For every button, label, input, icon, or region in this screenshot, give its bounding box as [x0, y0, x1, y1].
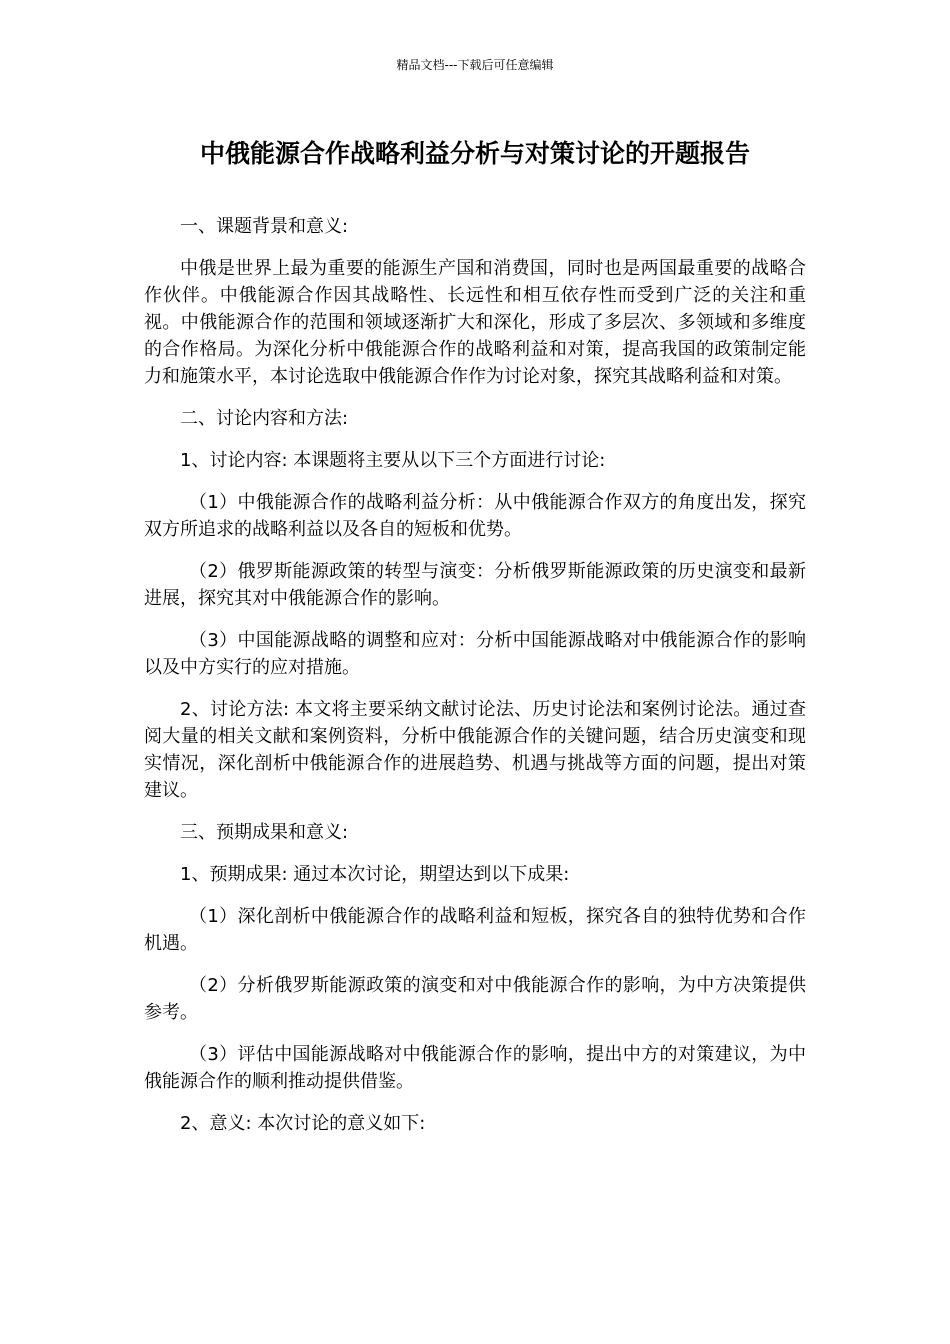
page-header-note: 精品文档---下载后可任意编辑 — [396, 58, 554, 72]
section-heading-background: 一、课题背景和意义: — [180, 216, 349, 237]
document-body — [144, 213, 806, 1152]
paragraph-content-item-1: （1）中俄能源合作的战略利益分析：从中俄能源合作双方的角度出发，探究双方所追求的战略利益以及各自的短板和优势。 — [144, 492, 806, 540]
paragraph-background: 中俄是世界上最为重要的能源生产国和消费国，同时也是两国最重要的战略合作伙伴。中俄能源合作因其战略性、长远性和相互依存性而受到广泛的关注和重视。中俄能源合作的范围和领域逐渐扩大和深化，形成了多层次、多领域和多维度的合作格局。为深化分析中俄能源合作的战略利益和对策，提高我国的政策制定能力和施策水平，本讨论选取中俄能源合作作为讨论对象，探究其战略利益和对策。 — [144, 258, 806, 387]
document-title: 中俄能源合作战略利益分析与对策讨论的开题报告 — [199, 139, 750, 168]
paragraph-content-intro: 1、讨论内容: 本课题将主要从以下三个方面进行讨论: — [180, 450, 606, 471]
paragraph-method: 2、讨论方法: 本文将主要采纳文献讨论法、历史讨论法和案例讨论法。通过查阅大量的相关文献和案例资料，分析中俄能源合作的关键问题，结合历史演变和现实情况，深化剖析中俄能源合作的进展趋势、机遇与挑战等方面的问题，提出对策建议。 — [144, 699, 806, 801]
section-heading-content-method: 二、讨论内容和方法: — [180, 408, 349, 429]
paragraph-outcome-item-1: （1）深化剖析中俄能源合作的战略利益和短板，探究各自的独特优势和合作机遇。 — [144, 906, 806, 954]
paragraph-significance-intro: 2、意义: 本次讨论的意义如下: — [180, 1113, 426, 1134]
section-heading-outcomes: 三、预期成果和意义: — [180, 822, 349, 843]
paragraph-content-item-3: （3）中国能源战略的调整和应对：分析中国能源战略对中俄能源合作的影响以及中方实行的应对措施。 — [144, 630, 806, 678]
paragraph-content-item-2: （2）俄罗斯能源政策的转型与演变：分析俄罗斯能源政策的历史演变和最新进展，探究其对中俄能源合作的影响。 — [144, 561, 806, 609]
paragraph-outcome-item-2: （2）分析俄罗斯能源政策的演变和对中俄能源合作的影响，为中方决策提供参考。 — [144, 975, 806, 1023]
paragraph-outcomes-intro: 1、预期成果: 通过本次讨论，期望达到以下成果: — [180, 864, 570, 885]
paragraph-outcome-item-3: （3）评估中国能源战略对中俄能源合作的影响，提出中方的对策建议，为中俄能源合作的顺利推动提供借鉴。 — [144, 1044, 806, 1092]
